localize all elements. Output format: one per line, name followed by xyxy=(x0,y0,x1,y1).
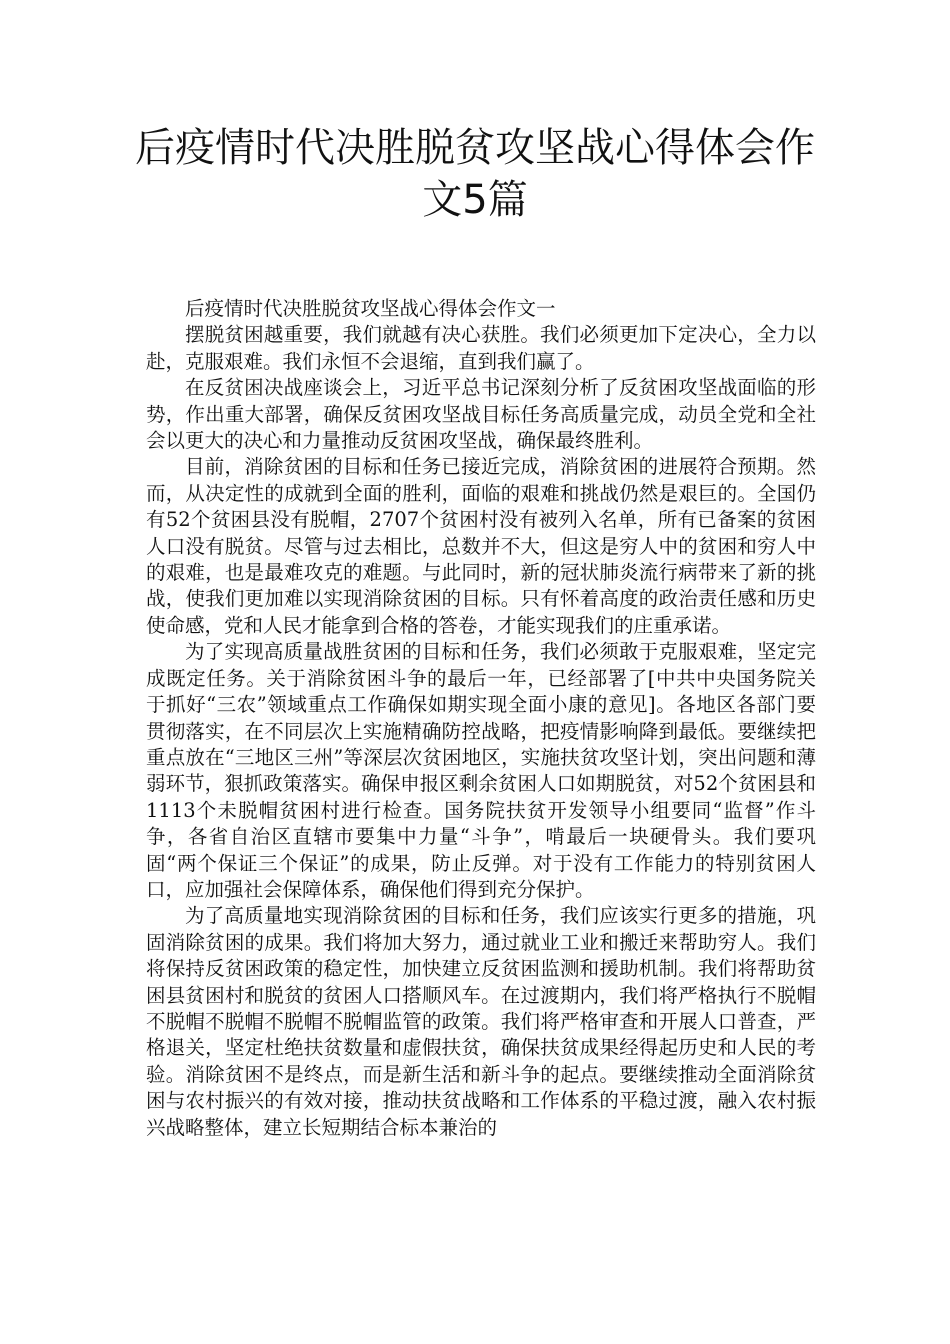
paragraph-1: 摆脱贫困越重要，我们就越有决心获胜。我们必须更加下定决心，全力以赴，克服艰难。我们永恒不会退缩，直到我们赢了。 xyxy=(146,323,816,373)
paragraph-4: 为了实现高质量战胜贫困的目标和任务，我们必须敢于克服艰难，坚定完成既定任务。关于消除贫困斗争的最后一年，已经部署了[中共中央国务院关于抓好“三农”领域重点工作确保如期实现全面小康的意见]。各地区各部门要贯彻落实，在不同层次上实施精确防控战略，把疫情影响降到最低。要继续把重点放在“三地区三州”等深层次贫困地区，实施扶贫攻坚计划，突出问题和薄弱环节，狠抓政策落实。确保申报区剩余贫困人口如期脱贫，对52个贫困县和1113个未脱帽贫困村进行检查。国务院扶贫开发领导小组要同“监督”作斗争，各省自治区直辖市要集中力量“斗争”，啃最后一块硬骨头。我们要巩固“两个保证三个保证”的成果，防止反弹。对于没有工作能力的特别贫困人口，应加强社会保障体系，确保他们得到充分保护。 xyxy=(146,640,816,901)
paragraph-2: 在反贫困决战座谈会上，习近平总书记深刻分析了反贫困攻坚战面临的形势，作出重大部署，确保反贫困攻坚战目标任务高质量完成，动员全党和全社会以更大的决心和力量推动反贫困攻坚战，确保最终胜利。 xyxy=(146,376,816,453)
document-body xyxy=(146,296,816,1141)
title-line-2: 文5篇 xyxy=(422,177,528,223)
title-line-1: 后疫情时代决胜脱贫攻坚战心得体会作 xyxy=(135,125,815,171)
paragraph-3: 目前，消除贫困的目标和任务已接近完成，消除贫困的进展符合预期。然而，从决定性的成就到全面的胜利，面临的艰难和挑战仍然是艰巨的。全国仍有52个贫困县没有脱帽，2707个贫困村没有被列入名单，所有已备案的贫困人口没有脱贫。尽管与过去相比，总数并不大，但这是穷人中的贫困和穷人中的艰难，也是最难攻克的难题。与此同时，新的冠状肺炎流行病带来了新的挑战，使我们更加难以实现消除贫困的目标。只有怀着高度的政治责任感和历史使命感，党和人民才能拿到合格的答卷，才能实现我们的庄重承诺。 xyxy=(146,455,816,637)
document-title xyxy=(120,122,830,226)
paragraph-5: 为了高质量地实现消除贫困的目标和任务，我们应该实行更多的措施，巩固消除贫困的成果。我们将加大努力，通过就业工业和搬迁来帮助穷人。我们将保持反贫困政策的稳定性，加快建立反贫困监测和援助机制。我们将帮助贫困县贫困村和脱贫的贫困人口搭顺风车。在过渡期内，我们将严格执行不脱帽不脱帽不脱帽不脱帽不脱帽监管的政策。我们将严格审查和开展人口普查，严格退关，坚定杜绝扶贫数量和虚假扶贫，确保扶贫成果经得起历史和人民的考验。消除贫困不是终点，而是新生活和新斗争的起点。要继续推动全面消除贫困与农村振兴的有效对接，推动扶贫战略和工作体系的平稳过渡，融入农村振兴战略整体，建立长短期结合标本兼治的 xyxy=(146,904,816,1139)
article-subtitle: 后疫情时代决胜脱贫攻坚战心得体会作文一 xyxy=(185,297,556,320)
